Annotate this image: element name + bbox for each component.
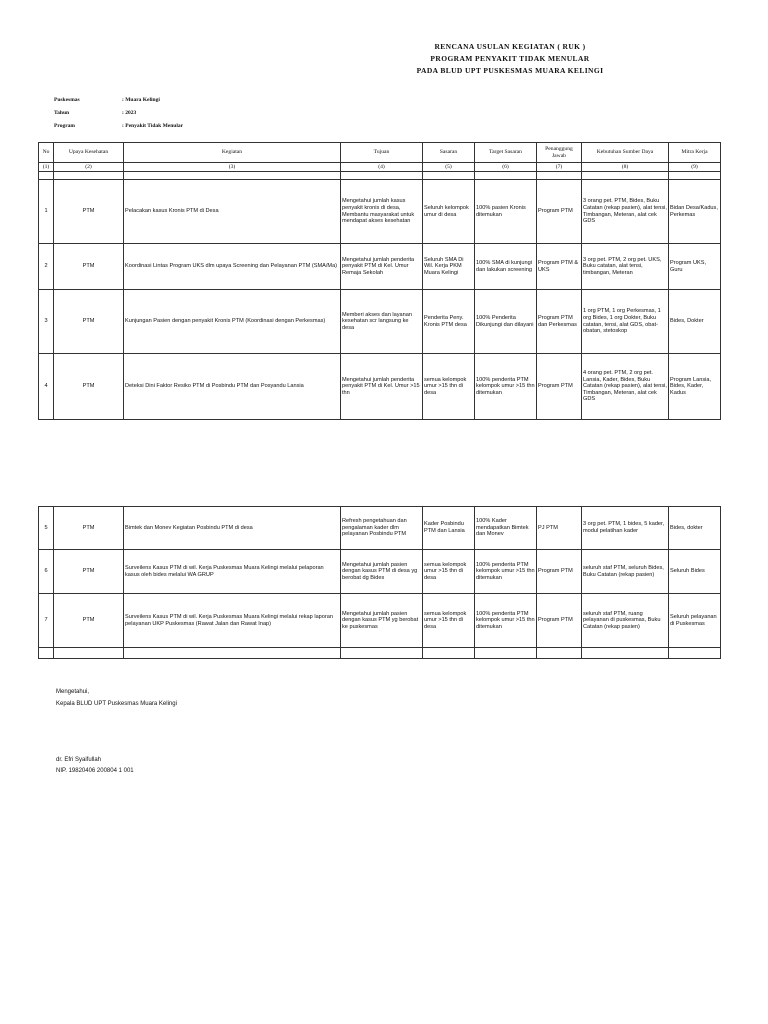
row-sumber: 3 orang pet. PTM, Bides, Buku Catatan (rekap pasien), alat tensi, Timbangan, Meteran, alat cek GDS	[582, 180, 669, 244]
row-tujuan: Mengetahui jumlah pasien dengan kasus PTM di desa yg berobat dg Bides	[341, 550, 423, 594]
row-sasaran: Seluruh kelompok umur di desa	[423, 180, 475, 244]
row-kegiatan: Koordinasi Lintas Program UKS dlm upaya Screening dan Pelayanan PTM (SMA/Ma)	[124, 244, 341, 290]
row-upaya: PTM	[54, 354, 124, 420]
row-no: 7	[39, 594, 54, 648]
col-number: (9)	[669, 163, 721, 172]
row-no: 2	[39, 244, 54, 290]
row-target: 100% SMA di kunjungi dan lakukan screening	[475, 244, 537, 290]
table-row	[39, 550, 721, 594]
meta-tahun	[54, 110, 136, 116]
row-no: 4	[39, 354, 54, 420]
row-target: 100% Penderita Dikunjungi dan dilayani	[475, 290, 537, 354]
row-mitra: Seluruh pelayanan di Puskesmas	[669, 594, 721, 648]
row-upaya: PTM	[54, 180, 124, 244]
row-no: 3	[39, 290, 54, 354]
row-kegiatan: Bimtek dan Monev Kegiatan Posbindu PTM di desa	[124, 507, 341, 550]
row-pj: Program PTM dan Perkesmas	[537, 290, 582, 354]
row-upaya: PTM	[54, 594, 124, 648]
row-sasaran: semua kelompok umur >15 thn di desa	[423, 550, 475, 594]
spacer-row	[39, 172, 721, 180]
approver-name: dr. Efri Syaifullah	[56, 757, 102, 763]
row-no: 5	[39, 507, 54, 550]
row-sumber: 3 org pet. PTM, 2 org pet. UKS, Buku catatan, alat tensi, timbangan, Meteran	[582, 244, 669, 290]
row-tujuan: Memberi akses dan layanan kesehatan scr langsung ke desa	[341, 290, 423, 354]
col-number: (7)	[537, 163, 582, 172]
row-sasaran: semua kelompok umur >15 thn di desa	[423, 354, 475, 420]
meta-value: : Penyakit Tidak Menular	[122, 123, 184, 129]
row-sumber: seluruh staf PTM, ruang pelayanan di puskesmas, Buku Catatan (rekap pasien)	[582, 594, 669, 648]
col-header-sumber: Kebutuhan Sumber Daya	[582, 143, 669, 163]
institution-title: PADA BLUD UPT PUSKESMAS MUARA KELINGI	[416, 66, 604, 75]
row-sasaran: Penderita Peny. Kronis PTM desa	[423, 290, 475, 354]
col-header-target: Target Sasaran	[475, 143, 537, 163]
row-upaya: PTM	[54, 290, 124, 354]
row-kegiatan: Deteksi Dini Faktor Resiko PTM di Posbindu PTM dan Posyandu Lansia	[124, 354, 341, 420]
row-sumber: 3 org pet. PTM, 1 bides, 5 kader, modul pelatihan kader	[582, 507, 669, 550]
ruk-table-continued	[38, 506, 721, 659]
row-sumber: seluruh staf PTM, seluruh Bides, Buku Catatan (rekap pasien)	[582, 550, 669, 594]
meta-program	[54, 123, 183, 129]
row-upaya: PTM	[54, 507, 124, 550]
col-header-upaya: Upaya Kesehatan	[54, 143, 124, 163]
meta-label: Program	[54, 123, 75, 129]
col-header-kegiatan: Kegiatan	[124, 143, 341, 163]
row-mitra: Bides, dokter	[669, 507, 721, 550]
table-row	[39, 507, 721, 550]
row-target: 100% penderita PTM kelompok umur >15 thn ditemukan	[475, 594, 537, 648]
row-no: 6	[39, 550, 54, 594]
approver-nip: NIP. 19820406 200804 1 001	[56, 768, 134, 774]
spacer-row	[39, 648, 721, 659]
meta-label: Tahun	[54, 110, 70, 116]
row-sasaran: Kader Posbindu PTM dan Lansia	[423, 507, 475, 550]
col-header-tujuan: Tujuan	[341, 143, 423, 163]
document-title: RENCANA USULAN KEGIATAN ( RUK )	[434, 42, 586, 51]
col-number: (8)	[582, 163, 669, 172]
row-sumber: 1 org PTM, 1 org Perkesmas, 1 org Bides, 1 org Dokter, Buku catatan, tensi, alat GDS, obat-obatan, stetoskop	[582, 290, 669, 354]
col-number: (2)	[54, 163, 124, 172]
col-number: (6)	[475, 163, 537, 172]
row-pj: Program PTM	[537, 594, 582, 648]
table-row	[39, 180, 721, 244]
row-kegiatan: Pelacakan kasus Kronis PTM di Desa	[124, 180, 341, 244]
col-number: (3)	[124, 163, 341, 172]
row-pj: Program PTM	[537, 550, 582, 594]
row-target: 100% penderita PTM kelompok umur >15 thn ditemukan	[475, 354, 537, 420]
col-number: (4)	[341, 163, 423, 172]
row-no: 1	[39, 180, 54, 244]
row-upaya: PTM	[54, 244, 124, 290]
row-tujuan: Mengetahui jumlah penderita penyakit PTM di Kel. Umur Remaja Sekolah	[341, 244, 423, 290]
meta-puskesmas	[54, 97, 160, 103]
row-pj: Program PTM	[537, 180, 582, 244]
program-title: PROGRAM PENYAKIT TIDAK MENULAR	[430, 54, 590, 63]
ruk-table	[38, 142, 721, 420]
row-mitra: Program Lansia, Bides, Kader, Kadus	[669, 354, 721, 420]
row-upaya: PTM	[54, 550, 124, 594]
meta-value: : 2023	[122, 110, 137, 116]
row-tujuan: Refresh pengetahuan dan pengalaman kader dlm pelayanan Posbindu PTM	[341, 507, 423, 550]
column-number-row	[39, 163, 721, 172]
table-row	[39, 354, 721, 420]
row-sumber: 4 orang pet. PTM, 2 org pet. Lansia, Kader, Bides, Buku Catatan (rekap pasien), alat tensi, Timbangan, Meteran, alat cek GDS	[582, 354, 669, 420]
table-row	[39, 290, 721, 354]
row-mitra: Program UKS, Guru	[669, 244, 721, 290]
col-number: (5)	[423, 163, 475, 172]
meta-label: Puskesmas	[54, 97, 80, 103]
row-target: 100% Kader mendapatkan Bimtek dan Monev	[475, 507, 537, 550]
row-mitra: Seluruh Bides	[669, 550, 721, 594]
row-pj: Program PTM	[537, 354, 582, 420]
row-target: 100% penderita PTM kelompok umur >15 thn ditemukan	[475, 550, 537, 594]
row-target: 100% pasien Kronis ditemukan	[475, 180, 537, 244]
approver-title: Kepala BLUD UPT Puskesmas Muara Kelingi	[56, 701, 177, 707]
row-mitra: Bides, Dokter	[669, 290, 721, 354]
table-header-row	[39, 143, 721, 163]
row-sasaran: semua kelompok umur >15 thn di desa	[423, 594, 475, 648]
table-row	[39, 244, 721, 290]
row-tujuan: Mengetahui jumlah pasien dengan kasus PTM yg berobat ke puskesmas	[341, 594, 423, 648]
meta-value: : Muara Kelingi	[122, 97, 160, 103]
col-header-mitra: Mitra Kerja	[669, 143, 721, 163]
table-row	[39, 594, 721, 648]
row-kegiatan: Surveilens Kasus PTM di wil. Kerja Puskesmas Muara Kelingi melalui rekap laporan pelayanan UKP Puskesmas (Rawat Jalan dan Rawat Inap)	[124, 594, 341, 648]
row-tujuan: Mengetahui jumlah penderita penyakit PTM di Kel. Umur >15 thn	[341, 354, 423, 420]
row-mitra: Bidan Desa/Kadus, Perkemas	[669, 180, 721, 244]
row-pj: PJ PTM	[537, 507, 582, 550]
col-number: (1)	[39, 163, 54, 172]
row-sasaran: Seluruh SMA Di Wil. Kerja PKM Muara Kelingi	[423, 244, 475, 290]
row-tujuan: Mengetahui jumlah kasus penyakit kronis di desa, Membantu masyarakat untuk mendapat akses kesehatan	[341, 180, 423, 244]
row-pj: Program PTM & UKS	[537, 244, 582, 290]
row-kegiatan: Surveilens Kasus PTM di wil. Kerja Puskesmas Muara Kelingi melalui pelaporan kasus oleh bides melalui WA GRUP	[124, 550, 341, 594]
row-kegiatan: Kunjungan Pasien dengan penyakit Kronis PTM (Koordinasi dengan Perkesmas)	[124, 290, 341, 354]
approval-label: Mengetahui,	[56, 689, 90, 695]
col-header-no: No	[39, 143, 54, 163]
col-header-pj: Penanggung Jawab	[537, 143, 582, 163]
col-header-sasaran: Sasaran	[423, 143, 475, 163]
